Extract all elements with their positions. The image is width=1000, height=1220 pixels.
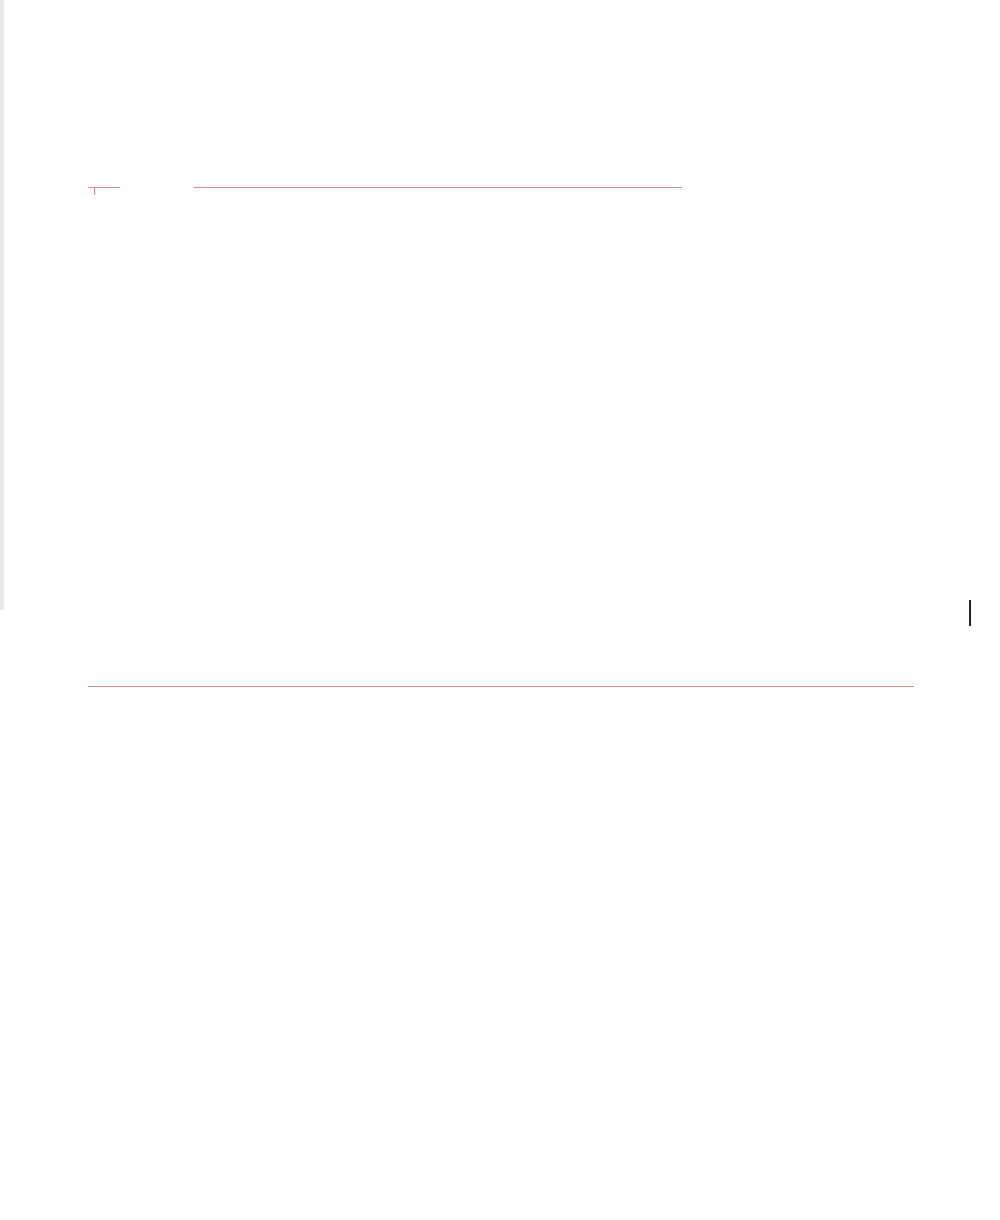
rule-2-2-bottom	[88, 686, 914, 687]
chapter-label	[796, 160, 800, 215]
rule-2-2-top	[88, 187, 120, 188]
rule-2-2-tick	[94, 187, 95, 195]
folio-bar	[969, 600, 971, 626]
page-edge-shadow	[0, 0, 4, 610]
rule-2-1-top	[194, 187, 682, 188]
